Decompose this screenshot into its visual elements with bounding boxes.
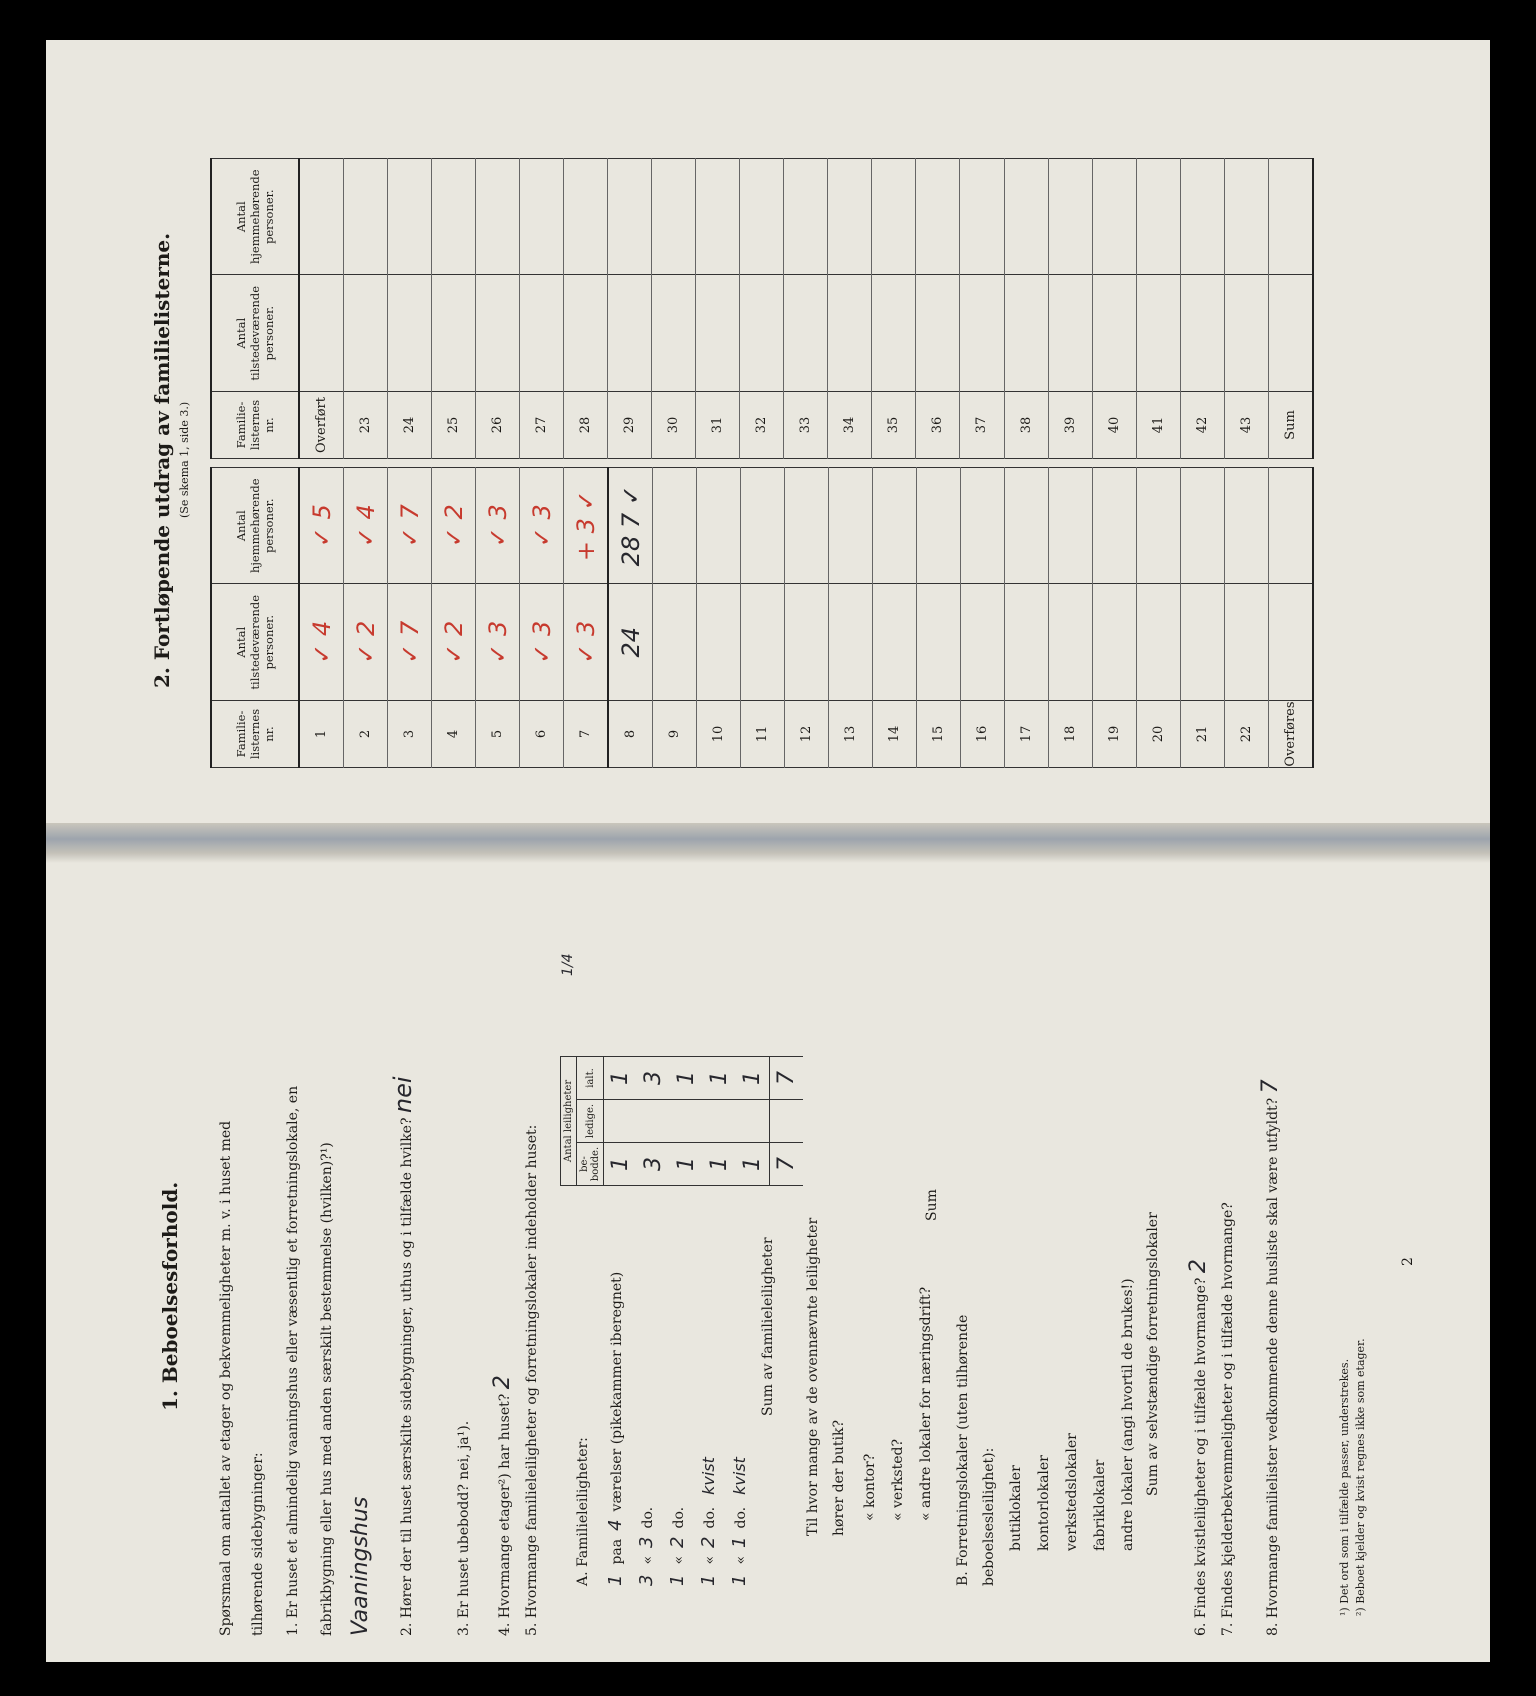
b-item: kontorlokaler [1036,1455,1052,1551]
apt-rooms: 3 [636,1536,657,1548]
family-row [1048,159,1092,459]
hjemme-value [697,468,741,584]
family-row [872,159,916,459]
family-nr: 30 [652,392,696,459]
hjemme-value [917,468,961,584]
hjemme-value [784,159,828,275]
family-nr: 20 [1137,701,1181,768]
hjemme-value [1005,468,1049,584]
hjemme-value: + 3 ✓ [564,468,609,584]
tilstede-value [740,275,784,392]
apt-cell-bebodde: 1 [670,1143,703,1186]
tilstede-value [1049,584,1093,701]
header-nr-left: Familie- listernes nr. [211,701,299,768]
tilstede-value: ✓ 3 [564,584,609,701]
question-5: 5. Hvormange familieleiligheter og forretningslokaler indeholder huset: [524,1124,540,1636]
tilstede-value [564,275,608,392]
apt-line [631,1186,662,1586]
tilstede-value [1268,275,1313,392]
b-item: andre lokaler (angi hvortil de brukes!) [1120,1278,1136,1551]
family-nr: 15 [917,701,961,768]
family-nr: 7 [564,701,609,768]
hjemme-value [741,468,785,584]
hjemme-value [388,159,432,275]
question-2-text: 2. Hører der til huset særskilte sidebygninger, uthus og i tilfælde hvilke? [399,1117,415,1636]
family-nr: 36 [916,392,960,459]
family-row [960,159,1004,459]
intro-text: Spørsmaal om antallet av etager og bekvemmeligheter m. v. i huset med tilhørende sidebygninger: [218,1120,266,1636]
section-title-utdrag: 2. Fortløpende utdrag av familielisterne. [150,232,174,688]
family-row [784,159,828,459]
family-row [1004,159,1048,459]
tilstede-value [299,275,344,392]
hjemme-value [1049,468,1093,584]
family-nr: 28 [564,392,608,459]
tilstede-value [873,584,917,701]
family-row [1049,468,1093,768]
section-a-label: A. Familieleiligheter: [575,1437,591,1586]
family-row [696,159,740,459]
family-nr: 26 [476,392,520,459]
apt-sum-ledige [770,1100,804,1143]
family-table-left [210,467,1314,768]
family-row [829,468,873,768]
hjemme-value: ✓ 3 [476,468,520,584]
family-row [873,468,917,768]
apt-suffix: do. [671,1506,687,1529]
hjemme-value [873,468,917,584]
tilstede-value [961,584,1005,701]
hjemme-value [961,468,1005,584]
family-nr: 13 [829,701,873,768]
tilstede-value: ✓ 2 [432,584,476,701]
butik-item: « andre lokaler for næringsdrift? [918,1286,934,1521]
tilstede-value [917,584,961,701]
hjemme-value [785,468,829,584]
family-row [1224,159,1268,459]
apt-count: 3 [636,1574,657,1586]
apt-rooms: 2 [667,1536,688,1548]
header-nr-right: Familie- listernes nr. [211,392,299,459]
hjemme-value [1180,159,1224,275]
family-nr: 27 [520,392,564,459]
family-row [608,159,652,459]
apt-suffix: værelser (pikekammer iberegnet) [609,1271,625,1512]
tilstede-value [1180,275,1224,392]
family-row [1093,468,1137,768]
apt-cell-ledige [703,1100,736,1143]
family-row [432,468,476,768]
family-nr: 21 [1181,701,1225,768]
family-row [299,468,344,768]
family-nr: 38 [1004,392,1048,459]
tilstede-value [785,584,829,701]
apt-cell-bebodde: 1 [736,1143,770,1186]
family-nr: 29 [608,392,652,459]
family-row [1181,468,1225,768]
apt-cell-ialt: 1 [736,1057,770,1100]
tilstede-value [608,275,652,392]
header-tilstede-left: Antal tilstedeværende personer. [211,584,299,701]
tilstede-value [1005,584,1049,701]
tilstede-value [1224,275,1268,392]
b-item: fabriklokaler [1092,1459,1108,1551]
apt-count: 1 [605,1574,626,1586]
sum-b-label: Sum av selvstændige forretningslokaler [1145,1212,1161,1496]
question-4 [490,1375,515,1636]
tilstede-value [697,584,741,701]
apt-suffix: do. [733,1506,749,1529]
header-hjemme-left: Antal hjemmehørende personer. [211,468,299,584]
footnote-2: ²) Beboet kjelder og kvist regnes ikke som etager. [1354,1338,1367,1616]
apt-cell-ialt: 1 [670,1057,703,1100]
tilstede-value [1004,275,1048,392]
family-nr: 11 [741,701,785,768]
apt-count: 1 [698,1574,719,1586]
footnote-1: ¹) Det ord som i tilfælde passer, understrekes. [1338,1358,1351,1616]
family-nr: Overføres [1269,701,1314,768]
apt-line [600,1186,631,1586]
apt-cell-ledige [604,1100,638,1143]
family-nr: 17 [1005,701,1049,768]
family-nr: Sum [1268,392,1313,459]
family-row [388,159,432,459]
apt-text: « [733,1555,749,1565]
family-row [1005,468,1049,768]
hjemme-value [916,159,960,275]
tilstede-value [916,275,960,392]
tilstede-value [652,275,696,392]
apt-cell-bebodde: 1 [703,1143,736,1186]
family-row [564,468,609,768]
page-number: 2 [1400,1257,1416,1266]
question-1-text: 1. Er huset et almindelig vaaningshus eller væsentlig et forretningslokale, en fabrikbygning eller hus med anden særskilt bestemmelse (hvilken)?¹) [285,1085,335,1636]
apt-header-bebodde: be- bodde. [577,1143,604,1186]
family-row [697,468,741,768]
hjemme-value [1269,468,1314,584]
hjemme-value [1225,468,1269,584]
section-subtitle: (Se skema 1, side 3.) [178,401,191,518]
apt-count: 1 [667,1574,688,1586]
apt-rooms: 4 [605,1519,626,1531]
b-item: verkstedslokaler [1064,1433,1080,1551]
page-fold [46,823,1490,863]
family-row [564,159,608,459]
family-nr: 39 [1048,392,1092,459]
family-nr: 3 [388,701,432,768]
tilstede-value [741,584,785,701]
tilstede-value [653,584,697,701]
family-nr: 1 [299,701,344,768]
hjemme-value [432,159,476,275]
apt-row [736,1057,770,1186]
apt-header-ledige: ledige. [577,1100,604,1143]
b-item: butiklokaler [1008,1465,1024,1551]
hjemme-value [1181,468,1225,584]
apt-note: kvist [699,1457,718,1495]
margin-note: 1/4 [560,953,576,976]
tilstede-value: ✓ 3 [476,584,520,701]
family-nr: 24 [388,392,432,459]
family-nr: 43 [1224,392,1268,459]
apt-note: kvist [730,1457,749,1495]
hjemme-value [1092,159,1136,275]
hjemme-value [608,159,652,275]
hjemme-value [653,468,697,584]
apt-cell-ledige [637,1100,670,1143]
question-8-answer: 7 [1258,1079,1283,1094]
family-nr: 12 [785,701,829,768]
tilstede-value [1048,275,1092,392]
family-row [740,159,784,459]
family-nr: 10 [697,701,741,768]
family-row [520,159,564,459]
family-row [520,468,564,768]
family-row [1268,159,1313,459]
hjemme-value [564,159,608,275]
b-items [1002,1278,1142,1551]
hjemme-value: 28 7 ✓ [608,468,653,584]
hjemme-value: ✓ 4 [344,468,388,584]
sum-family-label: Sum av familieleiligheter [760,1237,776,1416]
tilstede-value [872,275,916,392]
tilstede-value: 24 [608,584,653,701]
hjemme-value [696,159,740,275]
tilstede-value [784,275,828,392]
tilstede-value [1093,584,1137,701]
tilstede-value [960,275,1004,392]
family-row [961,468,1005,768]
hjemme-value: ✓ 3 [520,468,564,584]
left-page [0,848,1536,1696]
hjemme-value [520,159,564,275]
hjemme-value [828,159,872,275]
question-4-answer: 2 [490,1375,515,1390]
apt-row [670,1057,703,1186]
hjemme-value [1093,468,1137,584]
hjemme-value [1268,159,1313,275]
hjemme-value [299,159,344,275]
family-row [1269,468,1314,768]
apt-cell-ledige [670,1100,703,1143]
family-nr: 31 [696,392,740,459]
hjemme-value [344,159,388,275]
tilstede-value [829,584,873,701]
family-nr: 14 [873,701,917,768]
apt-sum-bebodde: 7 [770,1143,804,1186]
family-row [652,159,696,459]
hjemme-value [652,159,696,275]
apt-text: « [640,1555,656,1565]
apt-line [662,1186,693,1586]
tilstede-value [1269,584,1314,701]
family-nr: 22 [1225,701,1269,768]
apt-header-group: Antal leiligheter [561,1057,577,1186]
question-1-answer: Vaaningshus [348,1496,373,1636]
tilstede-value [1136,275,1180,392]
apt-line [724,1186,755,1586]
family-list-tables [210,158,1314,768]
hjemme-value [1137,468,1181,584]
apt-line [693,1186,724,1586]
family-row [1225,468,1269,768]
tilstede-value [476,275,520,392]
tilstede-value [1225,584,1269,701]
tilstede-value: ✓ 4 [299,584,344,701]
family-row [476,159,520,459]
sum-label: Sum [924,1189,940,1221]
apt-text: paa [609,1538,625,1565]
tilstede-value [696,275,740,392]
family-nr: 35 [872,392,916,459]
header-tilstede-right: Antal tilstedeværende personer. [211,275,299,392]
apt-text: « [671,1555,687,1565]
tilstede-value [1181,584,1225,701]
family-row [299,159,344,459]
apt-sum-ialt: 7 [770,1057,804,1100]
tilstede-value [828,275,872,392]
tilstede-value: ✓ 3 [520,584,564,701]
apt-cell-bebodde: 1 [604,1143,638,1186]
hjemme-value: ✓ 7 [388,468,432,584]
family-nr: 32 [740,392,784,459]
question-2-answer: nei [389,1076,417,1114]
hjemme-value: ✓ 2 [432,468,476,584]
family-nr: 19 [1093,701,1137,768]
butik-item: « verksted? [890,1439,906,1521]
tilstede-value: ✓ 2 [344,584,388,701]
family-row [916,159,960,459]
section-b-label: B. Forretningslokaler (uten tilhørende beboelsesleilighet): [955,1314,997,1586]
family-row [1137,468,1181,768]
family-nr: 6 [520,701,564,768]
apt-cell-ialt: 1 [703,1057,736,1100]
family-row [828,159,872,459]
family-nr: 33 [784,392,828,459]
family-nr: 5 [476,701,520,768]
family-nr: 2 [344,701,388,768]
apt-rooms: 1 [729,1536,750,1548]
apt-header-ialt: ialt. [577,1057,604,1100]
question-2 [386,1016,424,1636]
tilstede-value [1092,275,1136,392]
family-row [608,468,653,768]
question-6-text: 6. Findes kvistleiligheter og i tilfælde hvormange? [1193,1277,1209,1636]
family-row [344,468,388,768]
question-3: 3. Er huset ubebodd? nei, ja¹). [456,1420,472,1636]
apt-row [637,1057,670,1186]
family-nr: 41 [1136,392,1180,459]
family-nr: 25 [432,392,476,459]
question-6 [1186,1259,1211,1636]
family-row [741,468,785,768]
family-row [917,468,961,768]
family-row [476,468,520,768]
apartment-lines [600,1186,755,1586]
tilstede-value [1137,584,1181,701]
tilstede-value [520,275,564,392]
hjemme-value [740,159,784,275]
family-table-right [210,158,1314,459]
family-nr: 8 [608,701,653,768]
tilstede-value: ✓ 7 [388,584,432,701]
family-nr: 42 [1180,392,1224,459]
apt-cell-ialt: 1 [604,1057,638,1100]
family-row [1092,159,1136,459]
butik-item: « kontor? [862,1453,878,1521]
hjemme-value [829,468,873,584]
family-nr: 37 [960,392,1004,459]
hjemme-value [960,159,1004,275]
question-4-text: 4. Hvormange etager²) har huset? [497,1393,513,1636]
apt-sum-row [770,1057,804,1186]
family-nr: 4 [432,701,476,768]
apt-rooms: 2 [698,1536,719,1548]
family-row [388,468,432,768]
question-8 [1254,1016,1290,1636]
section-title-beboelsesforhold: 1. Beboelsesforhold. [158,1181,182,1411]
family-row [1180,159,1224,459]
apt-cell-ialt: 3 [637,1057,670,1100]
hjemme-value [1136,159,1180,275]
hjemme-value [1224,159,1268,275]
question-8-text: 8. Hvormange familielister vedkommende denne husliste skal være utfyldt? [1265,1097,1281,1636]
family-nr: 16 [961,701,1005,768]
hjemme-value [476,159,520,275]
question-6-answer: 2 [1186,1259,1211,1274]
tilstede-value [344,275,388,392]
tilstede-value [388,275,432,392]
hjemme-value [872,159,916,275]
hjemme-value [1048,159,1092,275]
family-row [785,468,829,768]
apartment-table [560,1056,803,1186]
tilstede-value [432,275,476,392]
family-nr: 18 [1049,701,1093,768]
question-1 [276,1016,380,1636]
apt-cell-bebodde: 3 [637,1143,670,1186]
apt-text: « [702,1555,718,1565]
hjemme-value: ✓ 5 [299,468,344,584]
family-row [344,159,388,459]
apt-suffix: do. [702,1506,718,1529]
apt-row [604,1057,638,1186]
apt-count: 1 [729,1574,750,1586]
apt-suffix: do. [640,1506,656,1529]
family-nr: 9 [653,701,697,768]
family-nr: 23 [344,392,388,459]
apt-cell-ledige [736,1100,770,1143]
apt-row [703,1057,736,1186]
family-row [653,468,697,768]
family-row [432,159,476,459]
question-7: 7. Findes kjelderbekvemmeligheter og i tilfælde hvormange? [1220,1202,1236,1636]
family-nr: 34 [828,392,872,459]
family-row [1136,159,1180,459]
family-nr: Overført [299,392,344,459]
butik-items [856,1287,940,1521]
header-hjemme-right: Antal hjemmehørende personer. [211,159,299,275]
butik-question: Til hvor mange av de ovennævnte leiligheter hører der butik? [805,1217,847,1536]
hjemme-value [1004,159,1048,275]
family-nr: 40 [1092,392,1136,459]
